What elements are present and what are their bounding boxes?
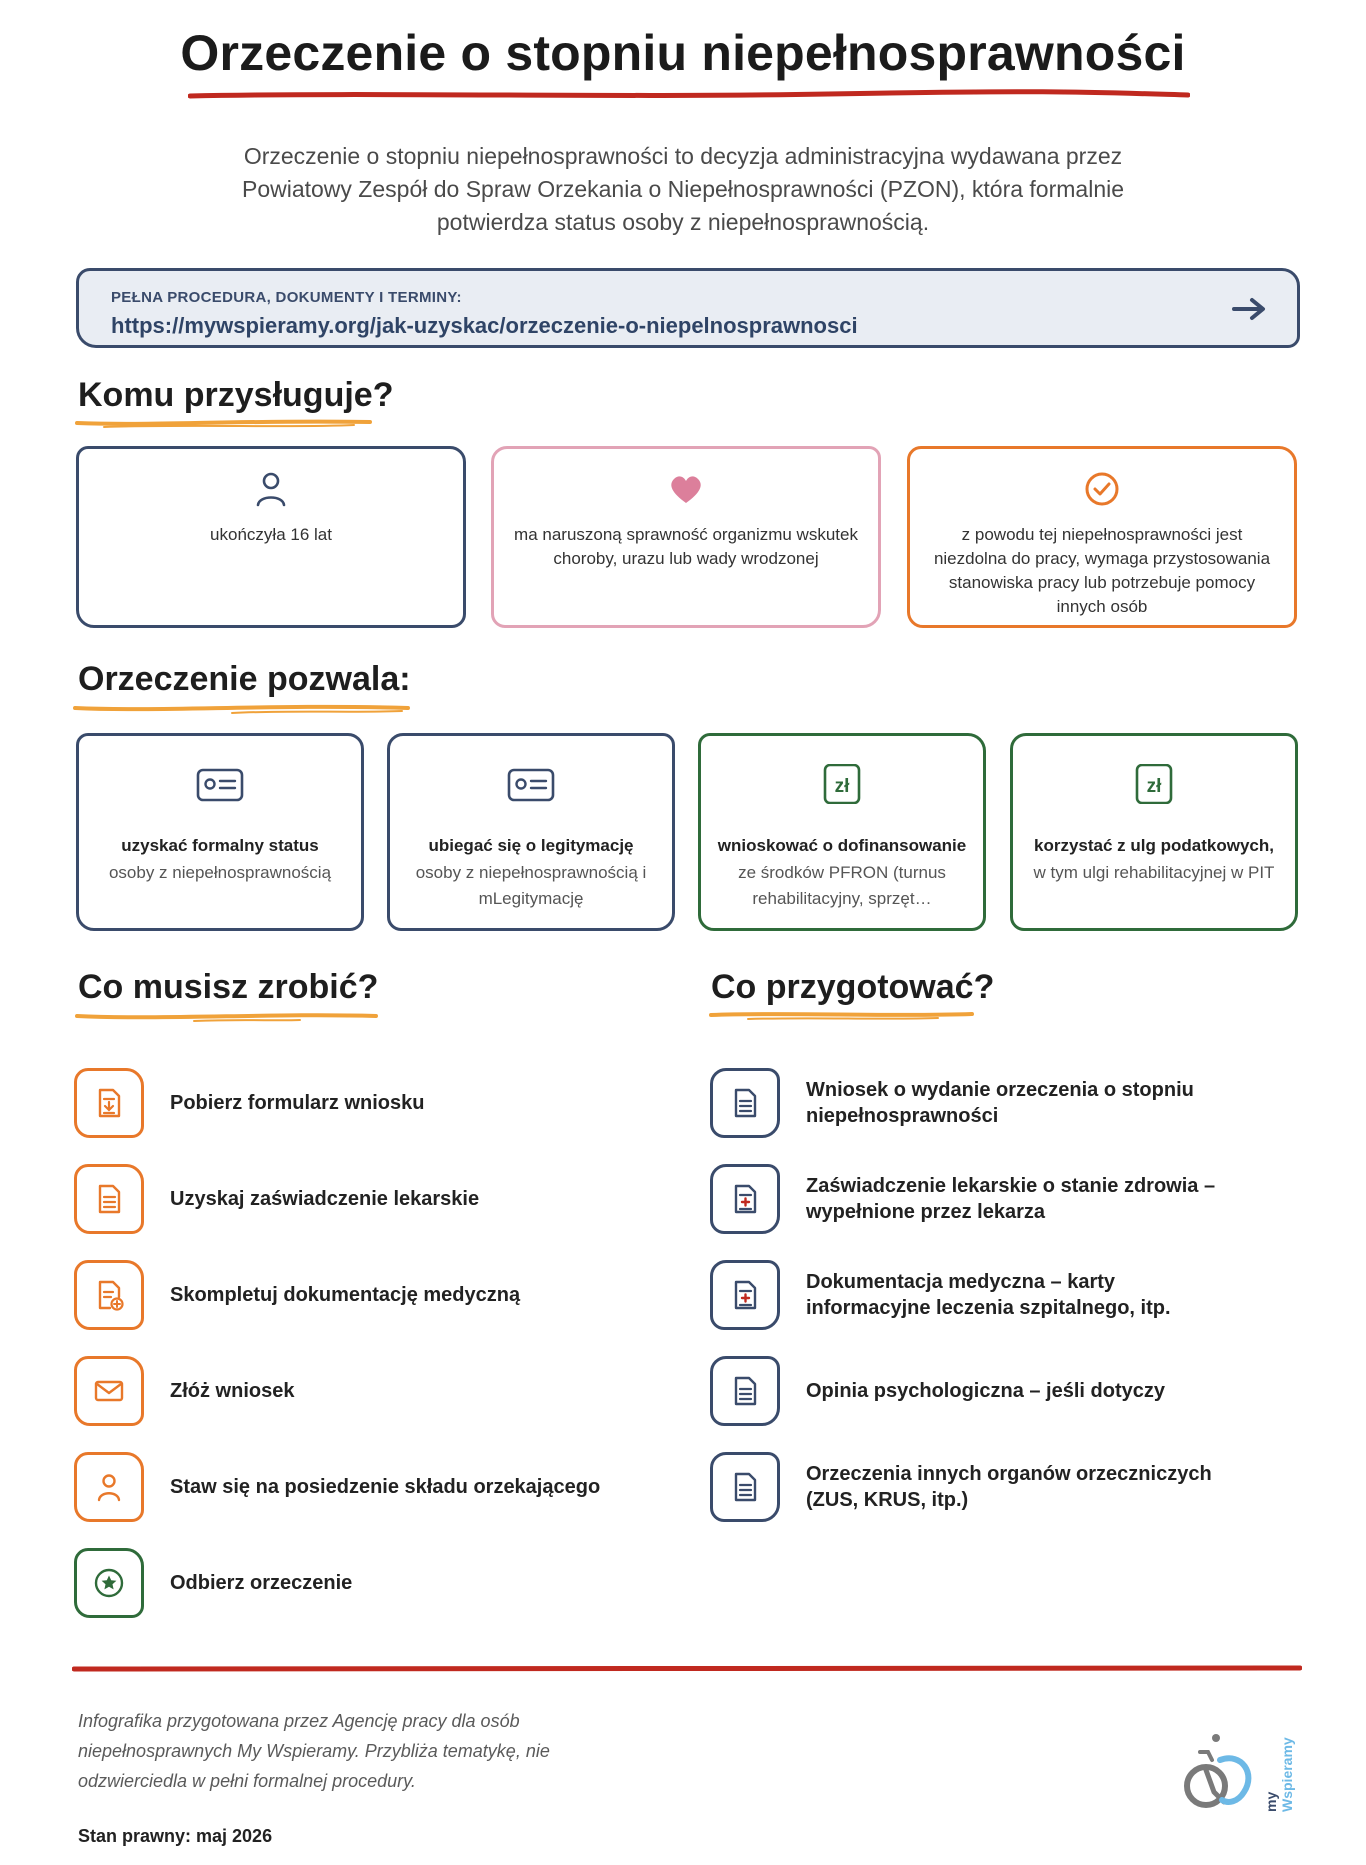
step-text: Uzyskaj zaświadczenie lekarskie — [170, 1188, 480, 1210]
benefit-subtitle: osoby z niepełnosprawnością — [108, 863, 332, 882]
id-card-icon — [506, 764, 556, 804]
medical-document-icon — [729, 1279, 761, 1311]
benefits-heading-underline — [72, 700, 412, 716]
person-icon — [251, 469, 291, 509]
prepare-item — [710, 1452, 1330, 1526]
steps-heading: Co musisz zrobić? — [78, 968, 379, 1006]
benefit-subtitle: w tym ulgi rehabilitacyjnej w PIT — [1033, 863, 1275, 882]
medical-document-icon — [729, 1183, 761, 1215]
page-title: Orzeczenie o stopniu niepełnosprawności — [180, 25, 1186, 81]
document-icon — [93, 1183, 125, 1215]
prepare-text: Wniosek o wydanie orzeczenia o stopniu niepełnosprawności — [806, 1079, 1194, 1127]
id-card-icon — [195, 764, 245, 804]
benefit-subtitle: ze środków PFRON (turnus rehabilitacyjny, sprzęt… — [738, 863, 946, 908]
eligibility-text: ukończyła 16 lat — [210, 525, 332, 544]
eligibility-text: ma naruszoną sprawność organizmu wskutek choroby, urazu lub wady wrodzonej — [514, 525, 858, 568]
footer-note: Infografika przygotowana przez Agencję pracy dla osób niepełnosprawnych My Wspieramy. Przybliża tematykę, nie odzwierciedla w pełni formalnej procedury. — [78, 1711, 550, 1791]
eligibility-card-work — [907, 446, 1297, 628]
benefit-card-id — [387, 733, 675, 931]
eligibility-heading: Komu przysługuje? — [78, 376, 394, 414]
prepare-item — [710, 1164, 1330, 1238]
form-download-icon — [93, 1087, 125, 1119]
prepare-text: Dokumentacja medyczna – karty informacyjne leczenia szpitalnego, itp. — [806, 1271, 1171, 1319]
arrow-right-icon[interactable] — [1231, 295, 1267, 323]
document-add-icon — [93, 1279, 125, 1311]
prepare-text: Opinia psychologiczna – jeśli dotyczy — [806, 1380, 1165, 1402]
eligibility-text: z powodu tej niepełnosprawności jest niezdolna do pracy, wymaga przystosowania stanowiska pracy lub potrzebuje pomocy innych osób — [933, 525, 1271, 616]
heart-icon — [666, 469, 706, 509]
step-item — [74, 1356, 684, 1430]
logo-wspieramy: Wspieramy — [1279, 1737, 1295, 1812]
step-item — [74, 1260, 684, 1334]
step-item — [74, 1452, 684, 1526]
benefit-title: ubiegać się o legitymację — [428, 836, 634, 855]
prepare-item — [710, 1356, 1330, 1430]
check-circle-icon — [1082, 469, 1122, 509]
currency-zl-icon — [817, 764, 867, 804]
step-item — [74, 1548, 684, 1622]
logo-my: my — [1263, 1791, 1279, 1812]
legal-state: Stan prawny: maj 2026 — [78, 1826, 273, 1846]
eligibility-card-health — [491, 446, 881, 628]
star-circle-icon — [93, 1567, 125, 1599]
prepare-text: Orzeczenia innych organów orzeczniczych (ZUS, KRUS, itp.) — [806, 1463, 1212, 1511]
link-label: PEŁNA PROCEDURA, DOKUMENTY I TERMINY: — [111, 289, 462, 306]
benefits-heading: Orzeczenie pozwala: — [78, 660, 411, 698]
benefit-title: wnioskować o dofinansowanie — [717, 836, 967, 855]
step-text: Pobierz formularz wniosku — [170, 1092, 425, 1114]
prepare-item — [710, 1068, 1330, 1142]
step-text: Staw się na posiedzenie składu orzekającego — [170, 1476, 601, 1498]
envelope-icon — [93, 1375, 125, 1407]
step-text: Odbierz orzeczenie — [170, 1572, 353, 1594]
prepare-heading: Co przygotować? — [711, 968, 995, 1006]
benefit-title: korzystać z ulg podatkowych, — [1034, 836, 1274, 855]
procedure-link[interactable]: https://mywspieramy.org/jak-uzyskac/orzeczenie-o-niepelnosprawnosci — [111, 313, 858, 338]
step-item — [74, 1164, 684, 1238]
intro-text: Orzeczenie o stopniu niepełnosprawności to decyzja administracyjna wydawana przez Powiatowy Zespół do Spraw Orzekania o Niepełnosprawności (PZON), która formalnie potwierdza status osoby z niepełnosprawnością. — [241, 143, 1125, 235]
prepare-item — [710, 1260, 1330, 1334]
prepare-text: Zaświadczenie lekarskie o stanie zdrowia – wypełnione przez lekarza — [806, 1175, 1216, 1223]
step-text: Skompletuj dokumentację medyczną — [170, 1284, 521, 1306]
benefit-card-tax — [1010, 733, 1298, 931]
benefit-title: uzyskać formalny status — [121, 836, 319, 855]
eligibility-card-age — [76, 446, 466, 628]
footer-divider — [72, 1664, 1302, 1674]
prepare-heading-underline — [708, 1006, 976, 1022]
mywspieramy-logo — [1172, 1730, 1298, 1814]
document-icon — [729, 1375, 761, 1407]
benefit-card-status — [76, 733, 364, 931]
steps-heading-underline — [74, 1008, 380, 1024]
svg-text:zł: zł — [1146, 776, 1162, 797]
step-text: Złóż wniosek — [170, 1380, 295, 1402]
step-item — [74, 1068, 684, 1142]
person-icon — [93, 1471, 125, 1503]
procedure-link-box[interactable] — [76, 268, 1300, 348]
eligibility-heading-underline — [74, 414, 374, 430]
title-underline — [188, 88, 1190, 102]
document-icon — [729, 1471, 761, 1503]
benefit-card-funding — [698, 733, 986, 931]
svg-text:zł: zł — [834, 776, 850, 797]
currency-zl-icon — [1129, 764, 1179, 804]
benefit-subtitle: osoby z niepełnosprawnością i mLegitymację — [415, 863, 647, 908]
document-icon — [729, 1087, 761, 1119]
